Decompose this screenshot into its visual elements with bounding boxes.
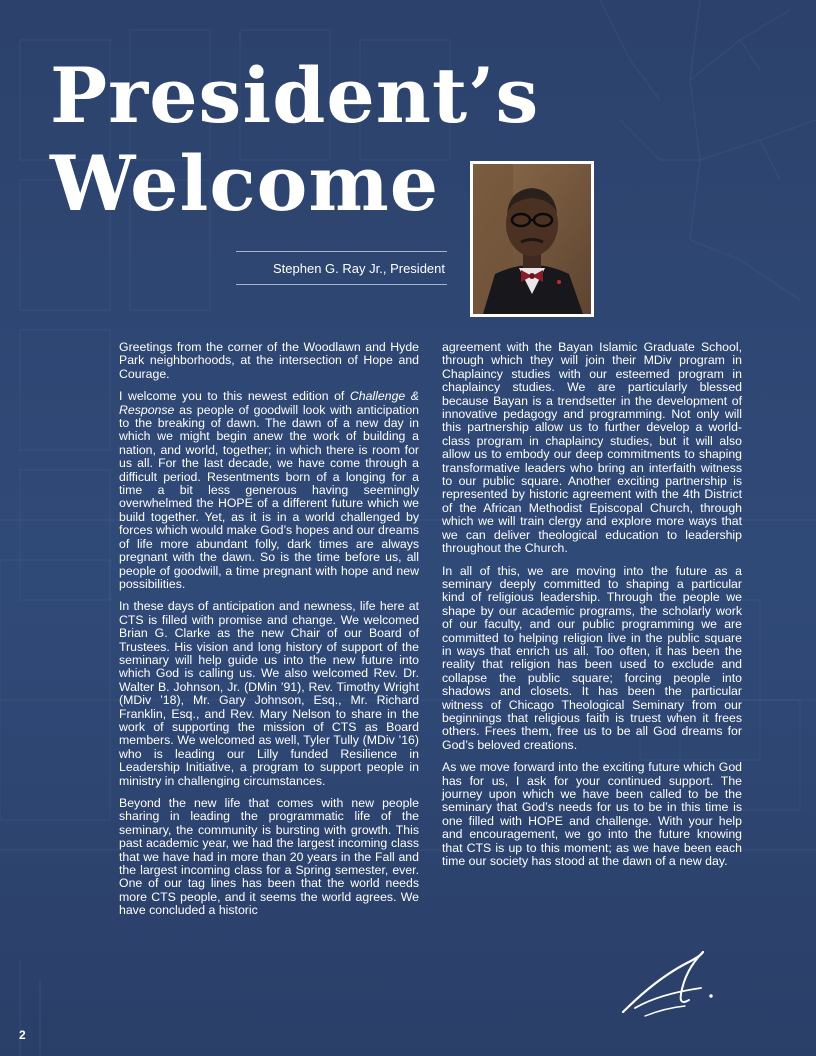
paragraph-partnerships: agreement with the Bayan Islamic Graduate School, through which they will join their MDiv program in Chaplaincy studies with our esteemed program in chaplaincy studies. We are particularly blessed because Bayan is a trendsetter in the development of innovative pedagogy and programming. Not only will this partnership allow us to further develop a world-class program in chaplaincy studies, but it will also allow us to embody our deep commitments to shaping transformative leaders who bring an interfaith witness to our public square. Another exciting partnership is represented by historic agreement with the 4th District of the African Methodist Episcopal Church, through which we will train clergy and explore more ways that we can deliver theological education to leadership throughout the Church. [442, 340, 742, 556]
byline-rule-top [236, 251, 447, 252]
body-column-right [442, 341, 742, 877]
byline-rule-bottom [236, 284, 447, 285]
title-line-2: Welcome [50, 139, 440, 228]
title-line-1: President’s [50, 51, 540, 140]
president-byline: Stephen G. Ray Jr., President [273, 261, 445, 276]
paragraph-welcome-rest: as people of goodwill look with anticipation to the breaking of dawn. The dawn of a new day in which we might begin anew the work of building a nation, and world, together; in which there is room for us all. For the last decade, we have come through a difficult period. Resentments born of a longing for a time a bit less generous having seemingly overwhelmed the HOPE of a different future which we build together. Yet, as it is in a world challenged by forces which would make God’s hopes and our dreams of life more abundant folly, dark times are always pregnant with the dawn. So is the time before us, all people of goodwill, a time pregnant with hope and new possibilities. [119, 402, 419, 591]
paragraph-greeting: Greetings from the corner of the Woodlawn and Hyde Park neighborhoods, at the intersection of Hope and Courage. [119, 340, 419, 381]
portrait-icon [473, 164, 591, 314]
signature-icon [615, 950, 725, 1020]
page-title [50, 52, 539, 228]
page-number: 2 [19, 1028, 26, 1042]
publication-title: Challenge & Response [119, 389, 419, 417]
paragraph-welcome [119, 390, 419, 591]
body-column-left [119, 341, 419, 927]
president-portrait [470, 161, 594, 317]
paragraph-future: In all of this, we are moving into the future as a seminary deeply committed to shaping a particular kind of religious leadership. Through the people we shape by our academic programs, the scholarly work of our faculty, and our public programming we are committed to helping religion live in the public square in ways that enrich us all. Too often, it has been the reality that religion has been used to exclude and collapse the public square; forcing people into shadows and closets. It has been the particular witness of Chicago Theological Seminary from our beginnings that religious faith is truest when it frees others. Frees them, free us to be all God dreams for God’s beloved creations. [442, 563, 742, 752]
paragraph-welcome-start: I welcome you to this newest edition of [119, 389, 350, 404]
paragraph-growth: Beyond the new life that comes with new people sharing in leading the programmatic life of the seminary, the community is bursting with growth. This past academic year, we had the largest incoming class that we have had in more than 20 years in the Fall and the largest incoming class for a Spring semester, ever. One of our tag lines has been that the world needs more CTS people, and it seems the world agrees. We have concluded a historic [119, 796, 419, 918]
paragraph-closing: As we move forward into the exciting future which God has for us, I ask for your continued support. The journey upon which we have been called to be the seminary that God’s needs for us to be in this time is one filled with HOPE and challenge. With your help and encouragement, we go into the future knowing that CTS is up to this moment; as we have been each time our society has stood at the dawn of a new day. [442, 760, 742, 869]
paragraph-new-board: In these days of anticipation and newness, life here at CTS is filled with promise and change. We welcomed Brian G. Clarke as the new Chair of our Board of Trustees. His vision and long history of support of the seminary will help guide us into the new future into which God is calling us. We also welcomed Rev. Dr. Walter B. Johnson, Jr. (DMin ’91), Rev. Timothy Wright (MDiv ’18), Mr. Gary Johnson, Esq., Mr. Richard Franklin, Esq., and Rev. Mary Nelson to share in the work of supporting the mission of CTS as Board members. We welcomed as well, Tyler Tully (MDiv ’16) who is leading our Lilly funded Resilience in Leadership Initiative, a program to support people in ministry in challenging circumstances. [119, 599, 419, 788]
